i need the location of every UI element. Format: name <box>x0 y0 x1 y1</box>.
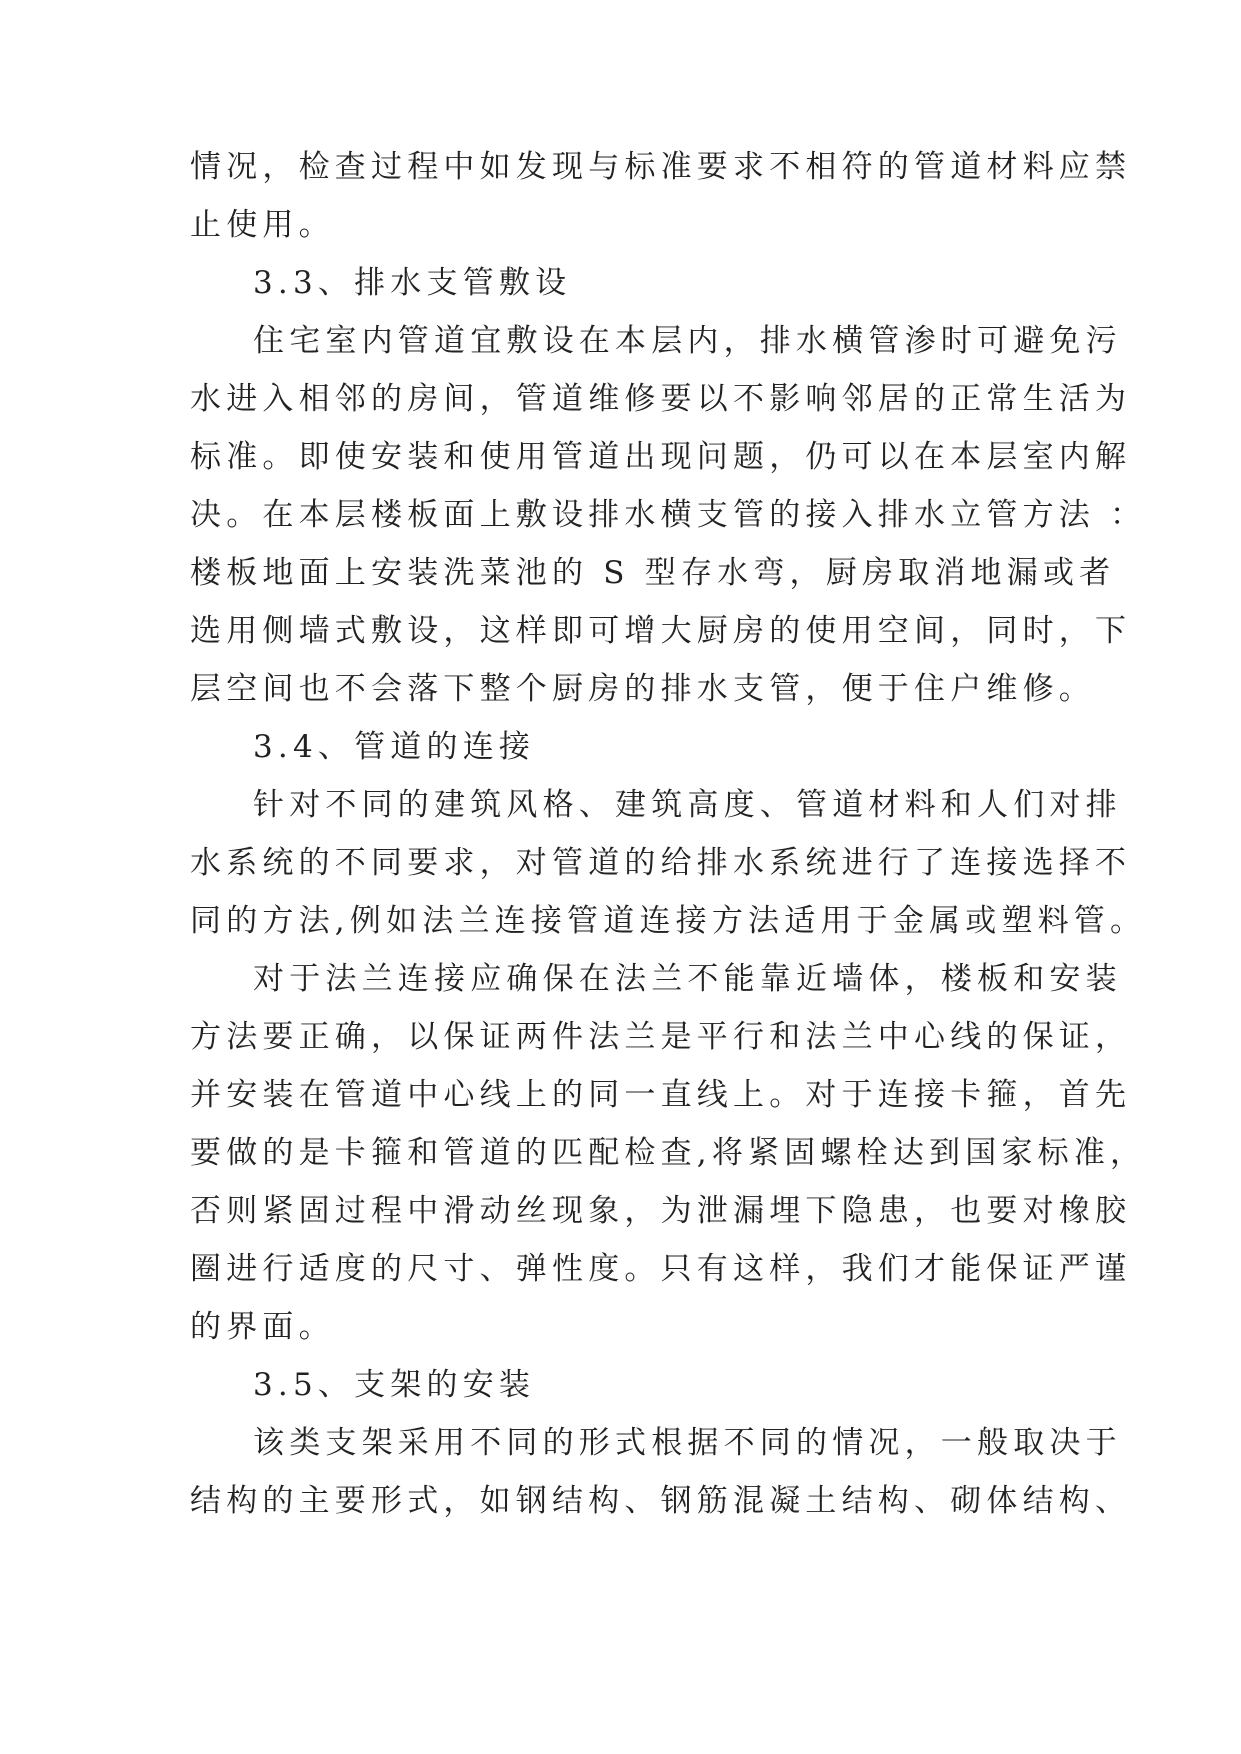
text-line: 该类支架采用不同的形式根据不同的情况，一般取决于 <box>253 1425 1122 1461</box>
text-line: 并安装在管道中心线上的同一直线上。对于连接卡箍，首先 <box>190 1077 1132 1113</box>
text-line: 圈进行适度的尺寸、弹性度。只有这样，我们才能保证严谨 <box>190 1251 1132 1287</box>
section-heading: 3.4、管道的连接 <box>253 729 536 765</box>
text-line: 层空间也不会落下整个厨房的排水支管，便于住户维修。 <box>190 671 1095 707</box>
text-line: 情况，检查过程中如发现与标准要求不相符的管道材料应禁 <box>190 149 1132 185</box>
text-line: 楼板地面上安装洗菜池的 S 型存水弯，厨房取消地漏或者 <box>190 555 1116 591</box>
text-line: 针对不同的建筑风格、建筑高度、管道材料和人们对排 <box>253 787 1122 823</box>
text-line: 选用侧墙式敷设，这样即可增大厨房的使用空间，同时，下 <box>190 613 1132 649</box>
text-line: 方法要正确，以保证两件法兰是平行和法兰中心线的保证， <box>190 1019 1132 1055</box>
text-line: 要做的是卡箍和管道的匹配检查,将紧固螺栓达到国家标准， <box>190 1135 1147 1171</box>
text-line: 同的方法,例如法兰连接管道连接方法适用于金属或塑料管。 <box>190 903 1147 939</box>
text-line: 否则紧固过程中滑动丝现象，为泄漏埋下隐患，也要对橡胶 <box>190 1193 1132 1229</box>
section-heading: 3.3、排水支管敷设 <box>253 265 572 301</box>
text-line: 对于法兰连接应确保在法兰不能靠近墙体，楼板和安装 <box>253 961 1122 997</box>
section-heading: 3.5、支架的安装 <box>253 1367 536 1403</box>
text-line: 止使用。 <box>190 207 335 243</box>
text-line: 决。在本层楼板面上敷设排水横支管的接入排水立管方法 ： <box>190 497 1147 533</box>
text-line: 水系统的不同要求，对管道的给排水系统进行了连接选择不 <box>190 845 1132 881</box>
text-line: 水进入相邻的房间，管道维修要以不影响邻居的正常生活为 <box>190 381 1132 417</box>
text-line: 标准。即使安装和使用管道出现问题，仍可以在本层室内解 <box>190 439 1132 475</box>
text-line: 的界面。 <box>190 1309 335 1345</box>
text-line: 结构的主要形式，如钢结构、钢筋混凝土结构、砌体结构、 <box>190 1483 1132 1519</box>
text-line: 住宅室内管道宜敷设在本层内，排水横管渗时可避免污 <box>253 323 1122 359</box>
